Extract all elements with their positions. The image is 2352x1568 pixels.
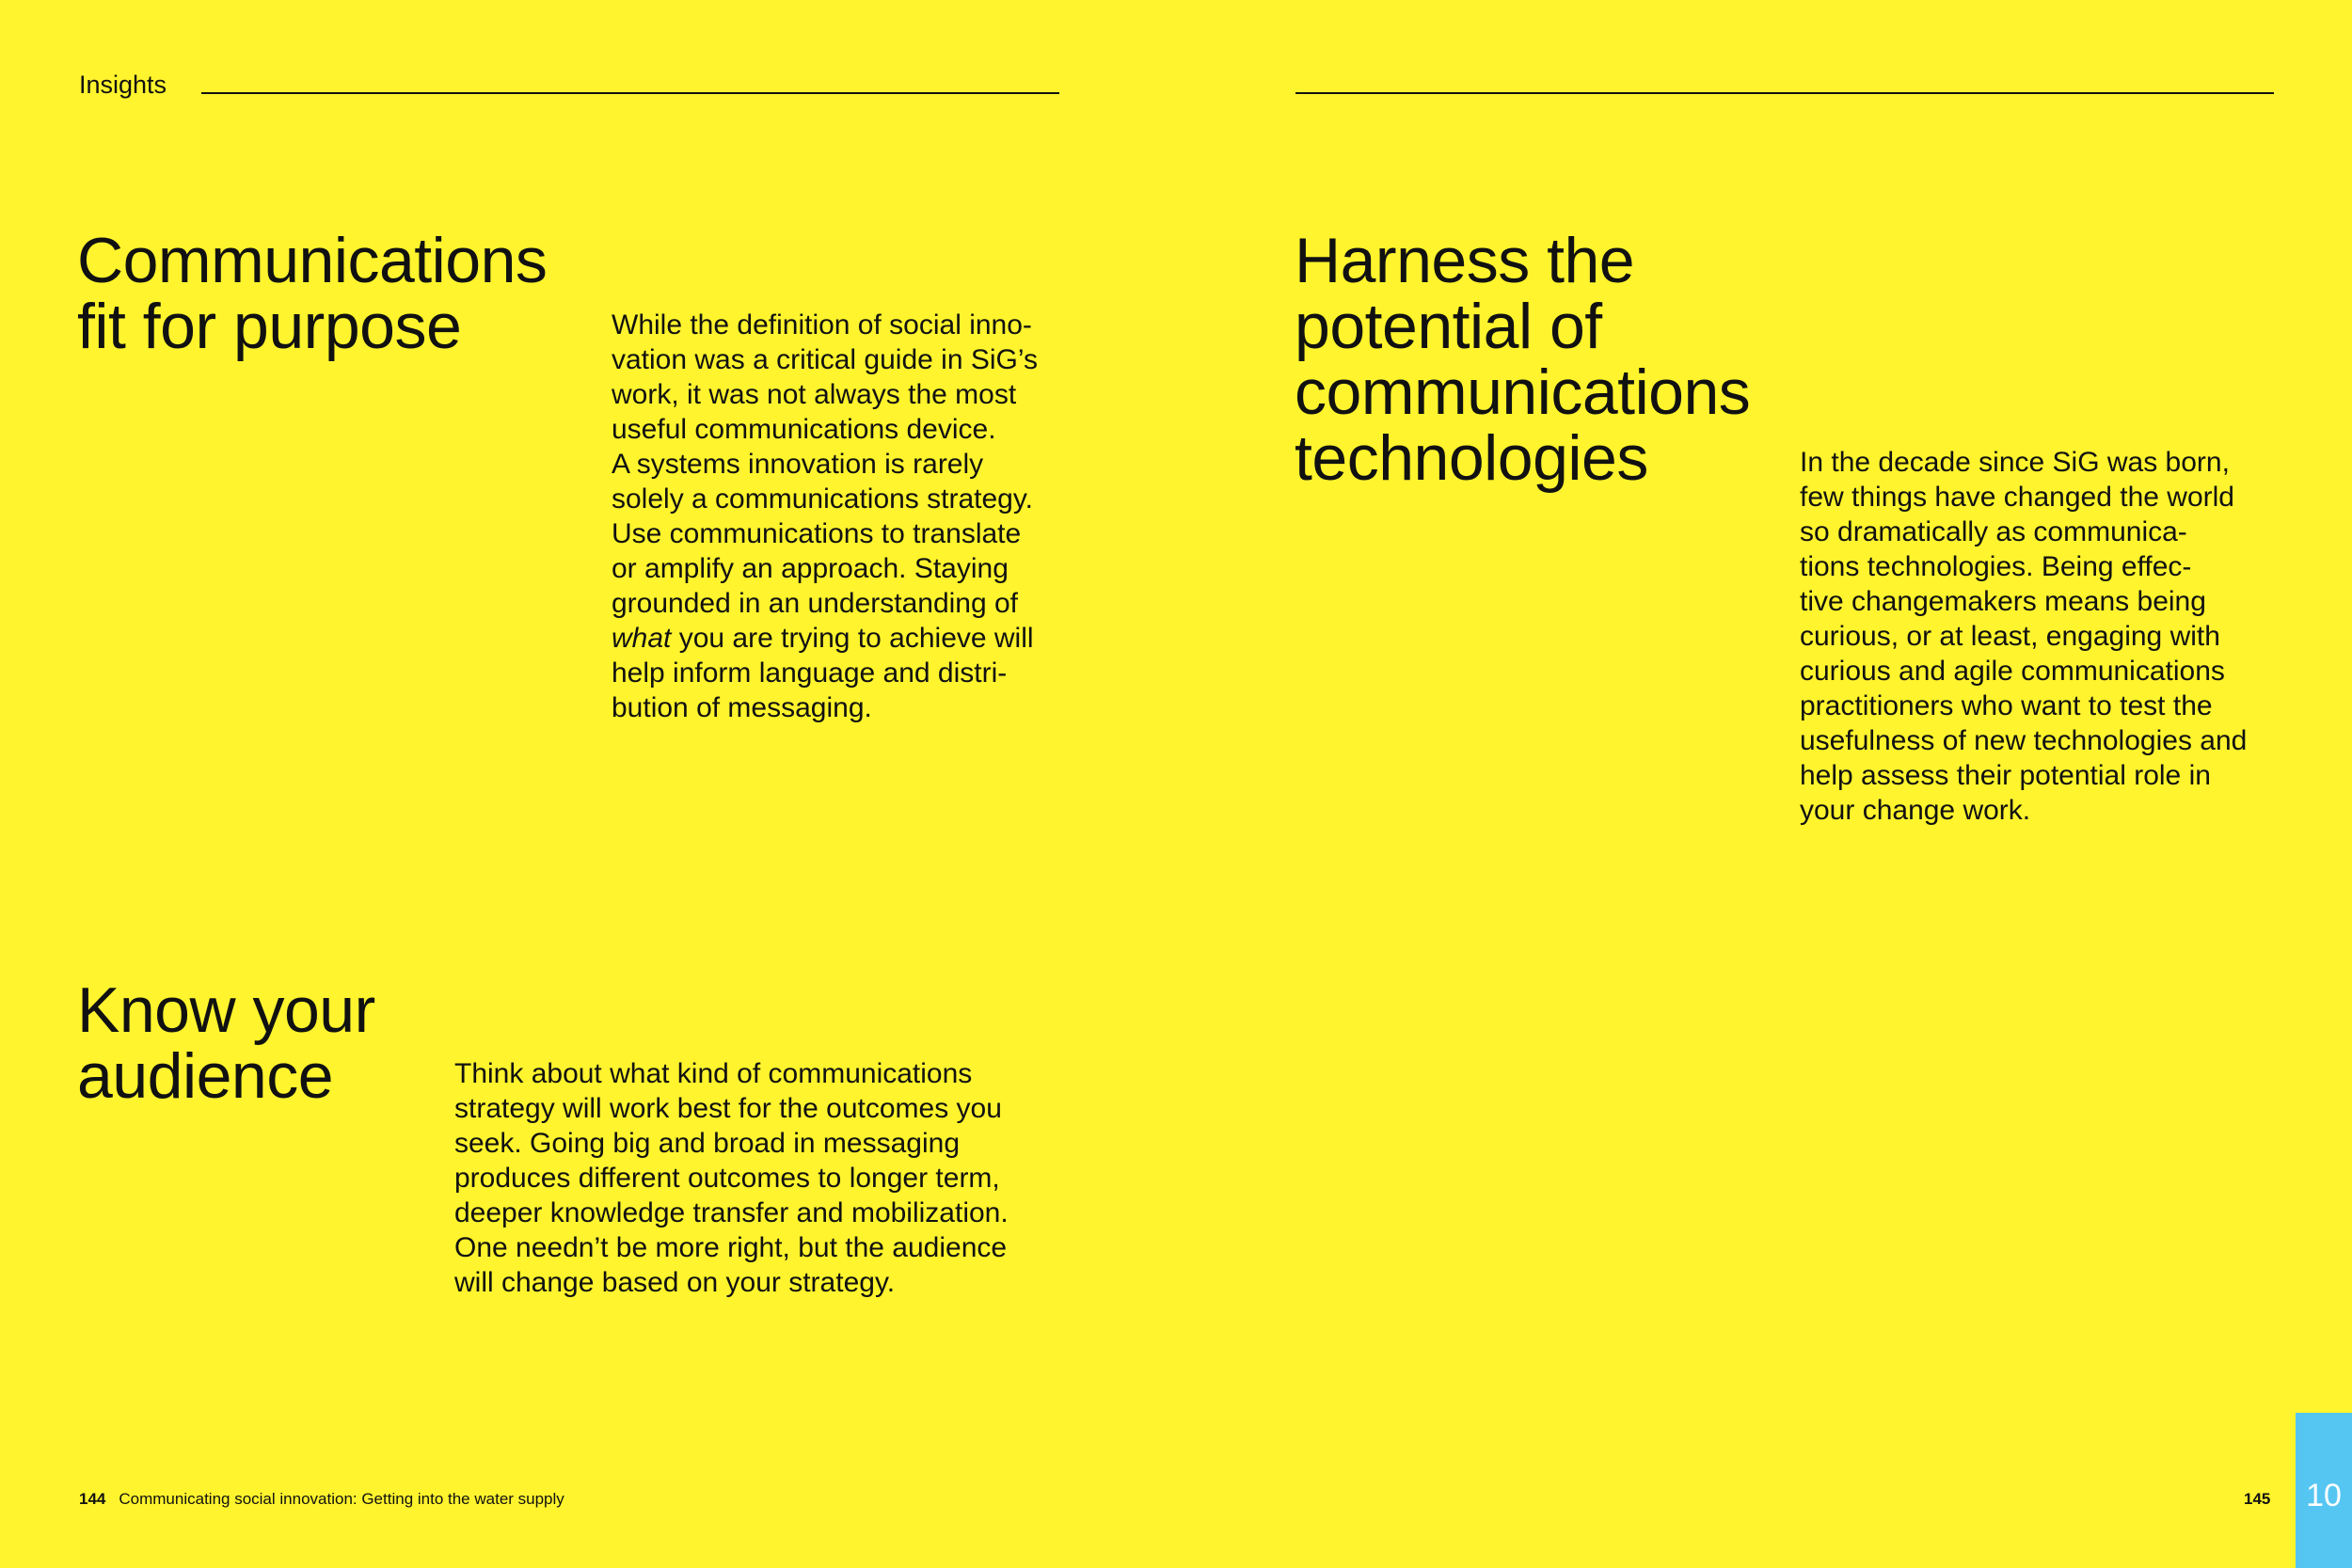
paragraph-line: A systems innovation is rarely: [612, 449, 984, 480]
paragraph-line: deeper knowledge transfer and mobilization.: [454, 1197, 1009, 1228]
paragraph-communications-fit-for-purpose: [612, 308, 1038, 725]
paragraph-line: Think about what kind of communications: [454, 1058, 973, 1089]
paragraph-line: curious and agile communications: [1800, 656, 2225, 687]
paragraph-line: solely a communications strategy.: [612, 483, 1033, 515]
heading-line: technologies: [1295, 422, 1648, 494]
header-rule-right: [1295, 92, 2274, 94]
paragraph-line: vation was a critical guide in SiG’s: [612, 344, 1038, 375]
paragraph-harness-the-potential: [1800, 445, 2247, 828]
page-number-right: 145: [2244, 1490, 2271, 1508]
paragraph-line: work, it was not always the most: [612, 379, 1017, 410]
paragraph-line: what you are trying to achieve will: [612, 623, 1034, 654]
paragraph-line: Use communications to translate: [612, 518, 1022, 549]
chapter-tab: [2296, 1413, 2352, 1568]
paragraph-line: your change work.: [1800, 795, 2031, 826]
paragraph-line: help inform language and distri-: [612, 657, 1008, 689]
footer-left: [79, 1490, 564, 1509]
paragraph-line: tions technologies. Being effec-: [1800, 551, 2192, 582]
book-title: Communicating social innovation: Getting into the water supply: [119, 1490, 564, 1508]
paragraph-line: will change based on your strategy.: [454, 1267, 896, 1298]
page-number-left: 144: [79, 1490, 106, 1508]
paragraph-line: or amplify an approach. Staying: [612, 553, 1009, 584]
paragraph-line: curious, or at least, engaging with: [1800, 621, 2220, 652]
paragraph-line: seek. Going big and broad in messaging: [454, 1128, 961, 1159]
paragraph-line: bution of messaging.: [612, 692, 872, 723]
paragraph-line: practitioners who want to test the: [1800, 690, 2213, 721]
paragraph-line: While the definition of social inno-: [612, 309, 1032, 341]
paragraph-line: usefulness of new technologies and: [1800, 725, 2248, 756]
heading-line: Know your: [77, 974, 375, 1046]
paragraph-line: In the decade since SiG was born,: [1800, 447, 2230, 478]
paragraph-line: help assess their potential role in: [1800, 760, 2211, 791]
section-label: Insights: [79, 71, 167, 99]
chapter-number: 10: [2306, 1478, 2342, 1513]
header-rule-left: [201, 92, 1059, 94]
paragraph-line: few things have changed the world: [1800, 482, 2234, 513]
heading-line: fit for purpose: [77, 291, 462, 362]
heading-harness-the-potential: [1295, 225, 1751, 494]
paragraph-line: so dramatically as communica-: [1800, 516, 2187, 547]
paragraph-line: tive changemakers means being: [1800, 586, 2206, 617]
paragraph-line: One needn’t be more right, but the audience: [454, 1232, 1008, 1263]
paragraph-know-your-audience: [454, 1056, 1009, 1300]
heading-line: Harness the: [1295, 225, 1635, 296]
heading-line: potential of: [1295, 291, 1602, 362]
heading-line: Communications: [77, 225, 548, 296]
heading-line: communications: [1295, 356, 1751, 428]
heading-know-your-audience: [77, 974, 375, 1112]
heading-line: audience: [77, 1040, 334, 1112]
paragraph-line: useful communications device.: [612, 414, 996, 445]
paragraph-line: produces different outcomes to longer term,: [454, 1163, 1000, 1194]
paragraph-line: grounded in an understanding of: [612, 588, 1019, 619]
heading-communications-fit-for-purpose: [77, 225, 548, 362]
paragraph-line: strategy will work best for the outcomes you: [454, 1093, 1002, 1124]
